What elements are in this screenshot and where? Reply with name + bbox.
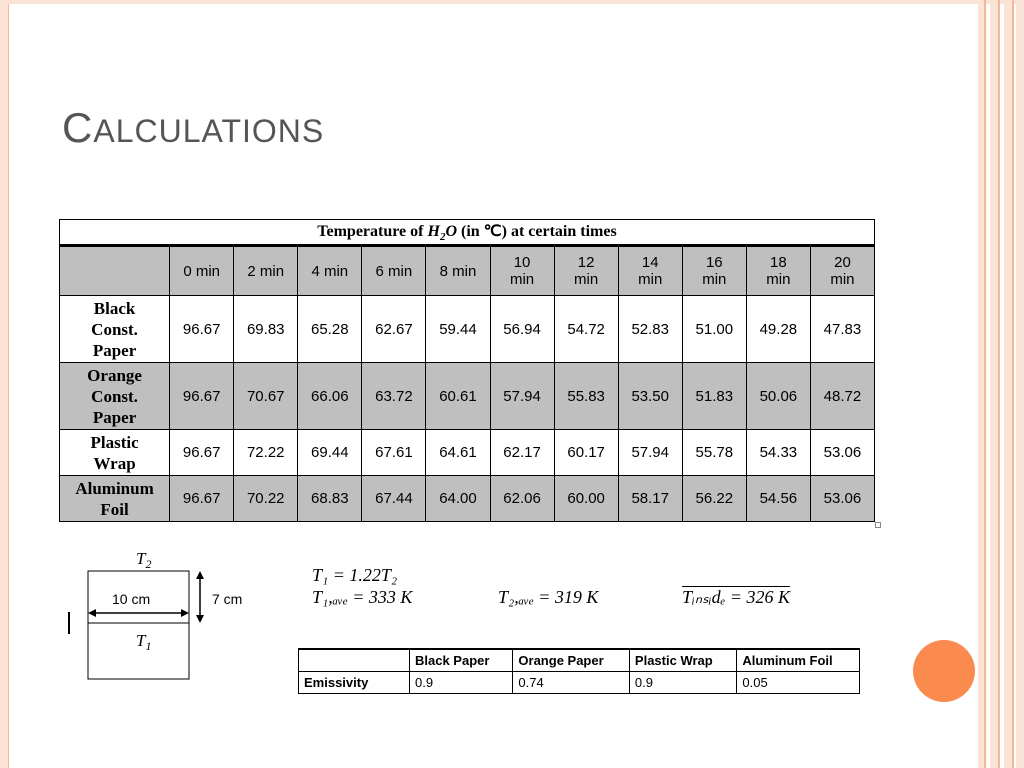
temp-cell: 52.83 — [618, 296, 682, 363]
t2-average-formula: T₂,ₐᵥₑ = 319 K — [498, 587, 599, 607]
accent-circle — [913, 640, 975, 702]
time-header: 18 min — [746, 246, 810, 296]
row-label-aluminum-foil: Aluminum Foil — [60, 476, 170, 522]
temp-cell: 47.83 — [810, 296, 874, 363]
row-label-black-paper: Black Const. Paper — [60, 296, 170, 363]
temp-cell: 53.50 — [618, 363, 682, 430]
table-row — [60, 476, 875, 522]
time-header: 2 min — [234, 246, 298, 296]
title-rest: ALCULATIONS — [93, 113, 325, 149]
temp-cell: 51.83 — [682, 363, 746, 430]
width-arrow-left-head — [88, 609, 96, 617]
temp-cell: 70.22 — [234, 476, 298, 522]
emissivity-value: 0.74 — [513, 672, 630, 694]
temp-cell: 53.06 — [810, 430, 874, 476]
temp-cell: 66.06 — [298, 363, 362, 430]
table-row — [60, 296, 875, 363]
time-header: 16 min — [682, 246, 746, 296]
temp-cell: 59.44 — [426, 296, 490, 363]
emissivity-corner-cell — [299, 649, 410, 672]
temp-cell: 57.94 — [490, 363, 554, 430]
time-header: 6 min — [362, 246, 426, 296]
title-first-letter: C — [62, 104, 94, 151]
resize-handle[interactable] — [875, 522, 881, 528]
emissivity-row-label: Emissivity — [299, 672, 410, 694]
table-row — [60, 430, 875, 476]
temp-cell: 70.67 — [234, 363, 298, 430]
row-label-plastic-wrap: Plastic Wrap — [60, 430, 170, 476]
box-outline — [88, 571, 189, 679]
t2-label: $T_2$ — [136, 549, 152, 571]
temp-cell: 64.00 — [426, 476, 490, 522]
temp-cell: 55.83 — [554, 363, 618, 430]
temp-cell: 60.61 — [426, 363, 490, 430]
temp-cell: 60.00 — [554, 476, 618, 522]
temp-cell: 96.67 — [170, 363, 234, 430]
slide-frame-top — [0, 0, 1024, 4]
temp-cell: 54.33 — [746, 430, 810, 476]
emissivity-header-row — [299, 649, 860, 672]
temperature-table — [59, 219, 875, 522]
t1-ratio-formula: T₁ = 1.22T₂ — [312, 565, 398, 585]
temp-cell: 72.22 — [234, 430, 298, 476]
temp-cell: 63.72 — [362, 363, 426, 430]
table-row — [60, 363, 875, 430]
width-label: 10 cm — [112, 591, 151, 607]
width-arrow-right-head — [181, 609, 189, 617]
emissivity-header: Black Paper — [410, 649, 513, 672]
slide-title — [62, 104, 324, 152]
temp-cell: 96.67 — [170, 296, 234, 363]
temp-cell: 48.72 — [810, 363, 874, 430]
emissivity-header: Orange Paper — [513, 649, 630, 672]
temp-cell: 67.44 — [362, 476, 426, 522]
temp-cell: 58.17 — [618, 476, 682, 522]
temp-cell: 56.22 — [682, 476, 746, 522]
t1-label: $T_1$ — [136, 631, 152, 653]
temp-cell: 69.83 — [234, 296, 298, 363]
header-corner-cell — [60, 246, 170, 296]
temp-cell: 50.06 — [746, 363, 810, 430]
emissivity-value: 0.05 — [737, 672, 860, 694]
formula-block — [312, 565, 832, 615]
temp-cell: 96.67 — [170, 476, 234, 522]
temp-cell: 64.61 — [426, 430, 490, 476]
time-header-row — [60, 246, 875, 296]
temp-cell: 51.00 — [682, 296, 746, 363]
time-header: 4 min — [298, 246, 362, 296]
temp-cell: 62.67 — [362, 296, 426, 363]
temp-cell: 53.06 — [810, 476, 874, 522]
height-arrow-bottom-head — [196, 615, 204, 623]
temp-cell: 65.28 — [298, 296, 362, 363]
temp-cell: 68.83 — [298, 476, 362, 522]
time-header: 10 min — [490, 246, 554, 296]
temp-cell: 55.78 — [682, 430, 746, 476]
time-header: 8 min — [426, 246, 490, 296]
time-header: 0 min — [170, 246, 234, 296]
temp-cell: 54.72 — [554, 296, 618, 363]
container-diagram — [60, 545, 260, 685]
text-cursor — [68, 612, 70, 634]
time-header: 12 min — [554, 246, 618, 296]
temp-cell: 67.61 — [362, 430, 426, 476]
temp-cell: 54.56 — [746, 476, 810, 522]
temp-cell: 60.17 — [554, 430, 618, 476]
temp-cell: 57.94 — [618, 430, 682, 476]
t-inside-formula: Tᵢₙₛᵢdₑ = 326 K — [682, 587, 790, 607]
temp-cell: 56.94 — [490, 296, 554, 363]
temp-cell: 96.67 — [170, 430, 234, 476]
temp-cell: 62.17 — [490, 430, 554, 476]
height-arrow-top-head — [196, 571, 204, 579]
emissivity-header: Aluminum Foil — [737, 649, 860, 672]
row-label-orange-paper: Orange Const. Paper — [60, 363, 170, 430]
time-header: 20 min — [810, 246, 874, 296]
temp-cell: 69.44 — [298, 430, 362, 476]
time-header: 14 min — [618, 246, 682, 296]
height-label: 7 cm — [212, 591, 243, 607]
emissivity-value: 0.9 — [410, 672, 513, 694]
emissivity-header: Plastic Wrap — [629, 649, 736, 672]
slide-frame-left — [0, 0, 9, 768]
t1-average-formula: T₁,ₐᵥₑ = 333 K — [312, 587, 413, 607]
emissivity-value: 0.9 — [629, 672, 736, 694]
emissivity-value-row — [299, 672, 860, 694]
emissivity-table — [298, 648, 860, 694]
temp-cell: 49.28 — [746, 296, 810, 363]
temp-cell: 62.06 — [490, 476, 554, 522]
temperature-table-caption: Temperature of $H_2O$ (in ℃) at certain times — [60, 220, 875, 246]
